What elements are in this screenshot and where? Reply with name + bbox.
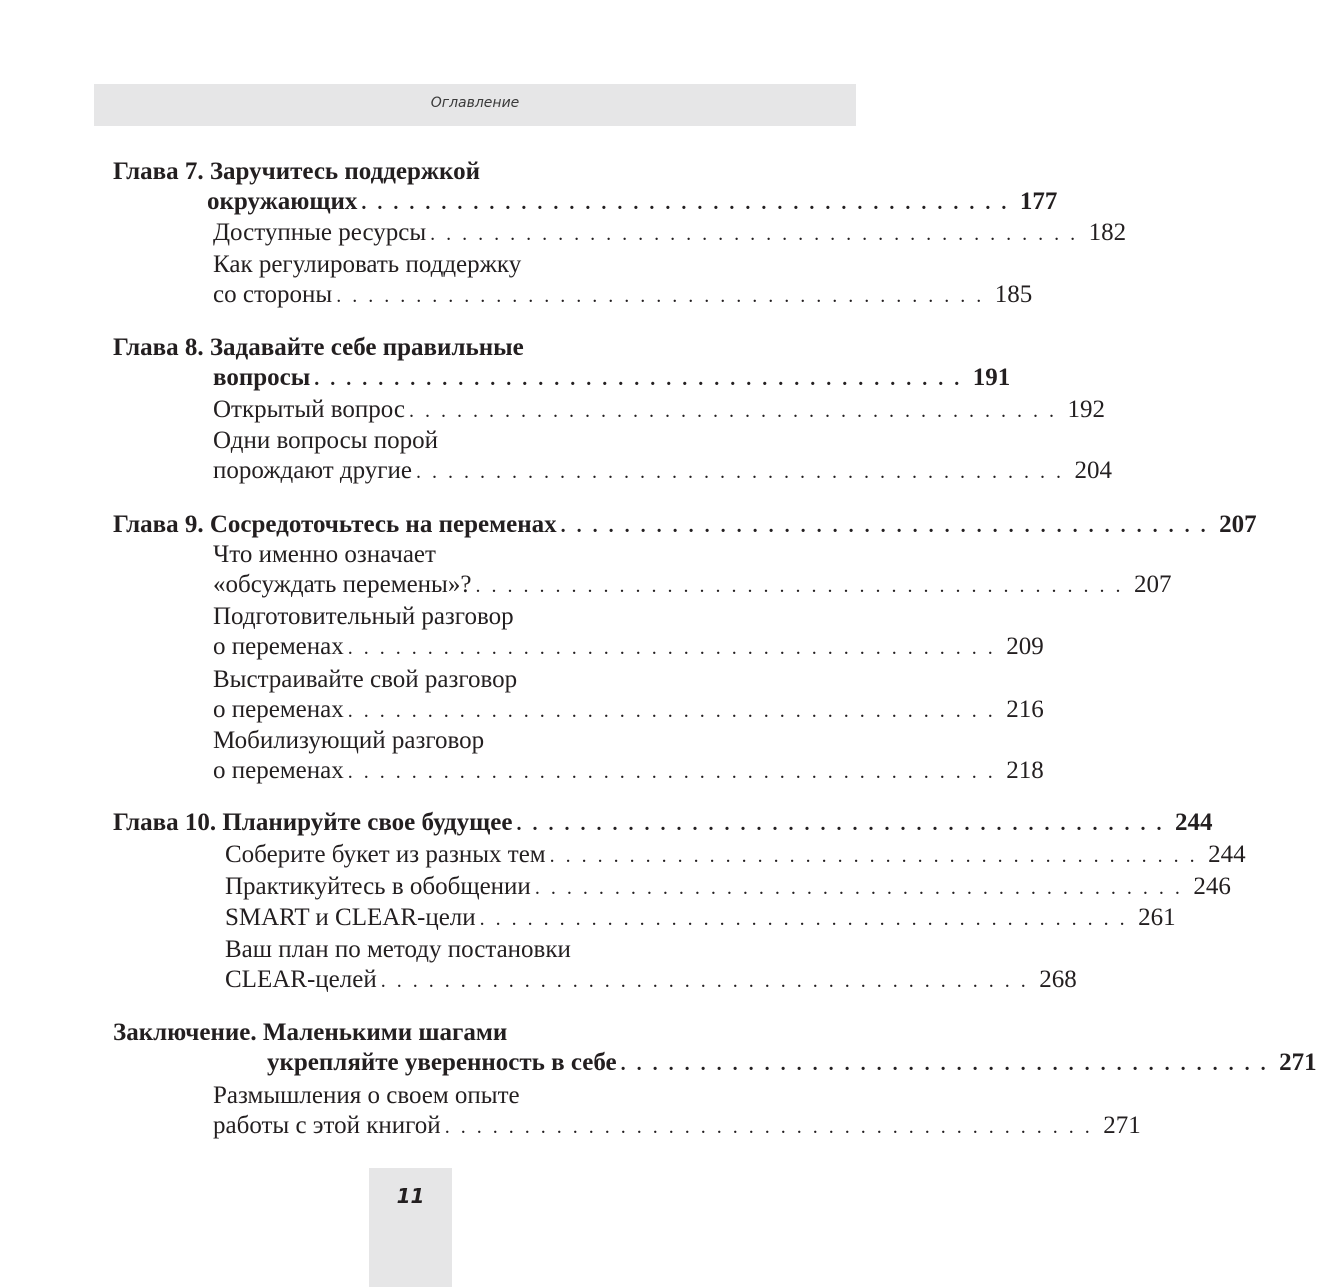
- chapter-10-title[interactable]: Глава 10. Планируйте свое будущее . . . . . . . . . . . . . . . . . . . . . . . . . . . . . . . . . . . . . . . . . 244: [113, 808, 708, 838]
- page-number-tab: [369, 1168, 452, 1287]
- page-ref: 246: [1193, 873, 1231, 900]
- section-build-talk-line-1[interactable]: Выстраивайте свой разговор: [213, 666, 518, 693]
- section-reflections-line-1[interactable]: Размышления о своем опыте: [213, 1082, 520, 1109]
- leader-dots: . . . . . . . . . . . . . . . . . . . . . . . . . . . . . . . . . . . . . . . . .: [314, 368, 963, 390]
- page-ref: 268: [1039, 966, 1077, 993]
- leader-dots: . . . . . . . . . . . . . . . . . . . . . . . . . . . . . . . . . . . . . . . . .: [444, 1116, 1093, 1138]
- section-regulate-support-line-1[interactable]: Как регулировать поддержку: [213, 251, 522, 278]
- leader-dots: . . . . . . . . . . . . . . . . . . . . . . . . . . . . . . . . . . . . . . . . .: [620, 1053, 1269, 1075]
- page-ref: 182: [1088, 219, 1127, 246]
- chapter-7-title-line-1[interactable]: Глава 7. Заручитесь поддержкой: [113, 158, 480, 185]
- section-regulate-support-line-2[interactable]: со стороны . . . . . . . . . . . . . . . . . . . . . . . . . . . . . . . . . . . . . . . . . 185: [213, 280, 708, 310]
- section-bouquet-topics[interactable]: Соберите букет из разных тем . . . . . . . . . . . . . . . . . . . . . . . . . . . . . . . . . . . . . . . . . 244: [225, 840, 708, 870]
- page-ref: 204: [1074, 457, 1112, 484]
- chapter-8-title-line-2[interactable]: вопросы . . . . . . . . . . . . . . . . . . . . . . . . . . . . . . . . . . . . . . . . . 191: [213, 363, 708, 393]
- page-number: 11: [396, 1184, 425, 1208]
- leader-dots: . . . . . . . . . . . . . . . . . . . . . . . . . . . . . . . . . . . . . . . . .: [560, 515, 1209, 537]
- leader-dots: . . . . . . . . . . . . . . . . . . . . . . . . . . . . . . . . . . . . . . . . .: [409, 400, 1058, 422]
- page-ref: 177: [1019, 188, 1058, 215]
- leader-dots: . . . . . . . . . . . . . . . . . . . . . . . . . . . . . . . . . . . . . . . . .: [416, 461, 1064, 483]
- section-smart-clear-goals[interactable]: SMART и CLEAR-цели . . . . . . . . . . . . . . . . . . . . . . . . . . . . . . . . . . . . . . . . . 261: [225, 903, 708, 933]
- section-preparatory-talk-line-2[interactable]: о переменах . . . . . . . . . . . . . . . . . . . . . . . . . . . . . . . . . . . . . . . . . 209: [213, 632, 708, 662]
- running-header-title: Оглавление: [430, 95, 520, 111]
- section-preparatory-talk-line-1[interactable]: Подготовительный разговор: [213, 603, 514, 630]
- page-ref: 244: [1208, 841, 1246, 868]
- page-ref: 244: [1174, 809, 1213, 836]
- leader-dots: . . . . . . . . . . . . . . . . . . . . . . . . . . . . . . . . . . . . . . . . .: [347, 637, 996, 659]
- section-clear-plan-line-1[interactable]: Ваш план по методу постановки: [225, 936, 571, 963]
- chapter-7-title-line-2[interactable]: окружающих . . . . . . . . . . . . . . . . . . . . . . . . . . . . . . . . . . . . . . . . . 177: [207, 187, 708, 217]
- page-ref: 261: [1138, 904, 1176, 931]
- page-ref: 271: [1103, 1112, 1141, 1139]
- section-discuss-change-line-1[interactable]: Что именно означает: [213, 541, 436, 568]
- page-ref: 207: [1219, 511, 1257, 538]
- chapter-9-title[interactable]: Глава 9. Сосредоточьтесь на переменах . . . . . . . . . . . . . . . . . . . . . . . . . . . . . . . . . . . . . . . . . 207: [113, 510, 708, 540]
- page-ref: 216: [1006, 696, 1044, 723]
- page-ref: 207: [1133, 571, 1172, 598]
- page-ref: 192: [1067, 396, 1106, 423]
- section-build-talk-line-2[interactable]: о переменах . . . . . . . . . . . . . . . . . . . . . . . . . . . . . . . . . . . . . . . . . 216: [213, 695, 708, 725]
- leader-dots: . . . . . . . . . . . . . . . . . . . . . . . . . . . . . . . . . . . . . . . . .: [380, 970, 1029, 992]
- section-mobilizing-talk-line-2[interactable]: о переменах . . . . . . . . . . . . . . . . . . . . . . . . . . . . . . . . . . . . . . . . . 218: [213, 756, 708, 786]
- conclusion-title-line-1[interactable]: Заключение. Маленькими шагами: [113, 1019, 508, 1046]
- section-discuss-change-line-2[interactable]: «обсуждать перемены»? . . . . . . . . . . . . . . . . . . . . . . . . . . . . . . . . . . . . . . . . . 207: [213, 570, 708, 600]
- leader-dots: . . . . . . . . . . . . . . . . . . . . . . . . . . . . . . . . . . . . . . . . .: [430, 223, 1079, 245]
- leader-dots: . . . . . . . . . . . . . . . . . . . . . . . . . . . . . . . . . . . . . . . . .: [361, 192, 1010, 214]
- section-available-resources[interactable]: Доступные ресурсы . . . . . . . . . . . . . . . . . . . . . . . . . . . . . . . . . . . . . . . . . 182: [213, 218, 708, 248]
- leader-dots: . . . . . . . . . . . . . . . . . . . . . . . . . . . . . . . . . . . . . . . . .: [336, 285, 985, 307]
- leader-dots: . . . . . . . . . . . . . . . . . . . . . . . . . . . . . . . . . . . . . . . . .: [534, 877, 1183, 899]
- leader-dots: . . . . . . . . . . . . . . . . . . . . . . . . . . . . . . . . . . . . . . . . .: [475, 575, 1124, 597]
- page-ref: 191: [972, 364, 1011, 391]
- section-questions-breed-line-1[interactable]: Одни вопросы порой: [213, 427, 438, 454]
- page-ref: 209: [1006, 633, 1044, 660]
- leader-dots: . . . . . . . . . . . . . . . . . . . . . . . . . . . . . . . . . . . . . . . . .: [549, 845, 1198, 867]
- section-reflections-line-2[interactable]: работы с этой книгой . . . . . . . . . . . . . . . . . . . . . . . . . . . . . . . . . . . . . . . . . 271: [213, 1111, 708, 1141]
- leader-dots: . . . . . . . . . . . . . . . . . . . . . . . . . . . . . . . . . . . . . . . . .: [479, 908, 1128, 930]
- leader-dots: . . . . . . . . . . . . . . . . . . . . . . . . . . . . . . . . . . . . . . . . .: [347, 700, 996, 722]
- page-ref: 218: [1006, 757, 1044, 784]
- page-ref: 271: [1279, 1049, 1317, 1076]
- section-open-question[interactable]: Открытый вопрос . . . . . . . . . . . . . . . . . . . . . . . . . . . . . . . . . . . . . . . . . 192: [213, 395, 708, 425]
- section-practice-summarizing[interactable]: Практикуйтесь в обобщении . . . . . . . . . . . . . . . . . . . . . . . . . . . . . . . . . . . . . . . . . 246: [225, 872, 708, 902]
- section-mobilizing-talk-line-1[interactable]: Мобилизующий разговор: [213, 727, 485, 754]
- section-questions-breed-line-2[interactable]: порождают другие . . . . . . . . . . . . . . . . . . . . . . . . . . . . . . . . . . . . . . . . . 204: [213, 456, 708, 486]
- leader-dots: . . . . . . . . . . . . . . . . . . . . . . . . . . . . . . . . . . . . . . . . .: [516, 813, 1165, 835]
- chapter-8-title-line-1[interactable]: Глава 8. Задавайте себе правильные: [113, 334, 524, 361]
- leader-dots: . . . . . . . . . . . . . . . . . . . . . . . . . . . . . . . . . . . . . . . . .: [347, 761, 996, 783]
- page-ref: 185: [994, 281, 1033, 308]
- conclusion-title-line-2[interactable]: укрепляйте уверенность в себе . . . . . . . . . . . . . . . . . . . . . . . . . . . . . . . . . . . . . . . . . 271: [267, 1048, 708, 1078]
- section-clear-plan-line-2[interactable]: CLEAR-целей . . . . . . . . . . . . . . . . . . . . . . . . . . . . . . . . . . . . . . . . . 268: [225, 965, 708, 995]
